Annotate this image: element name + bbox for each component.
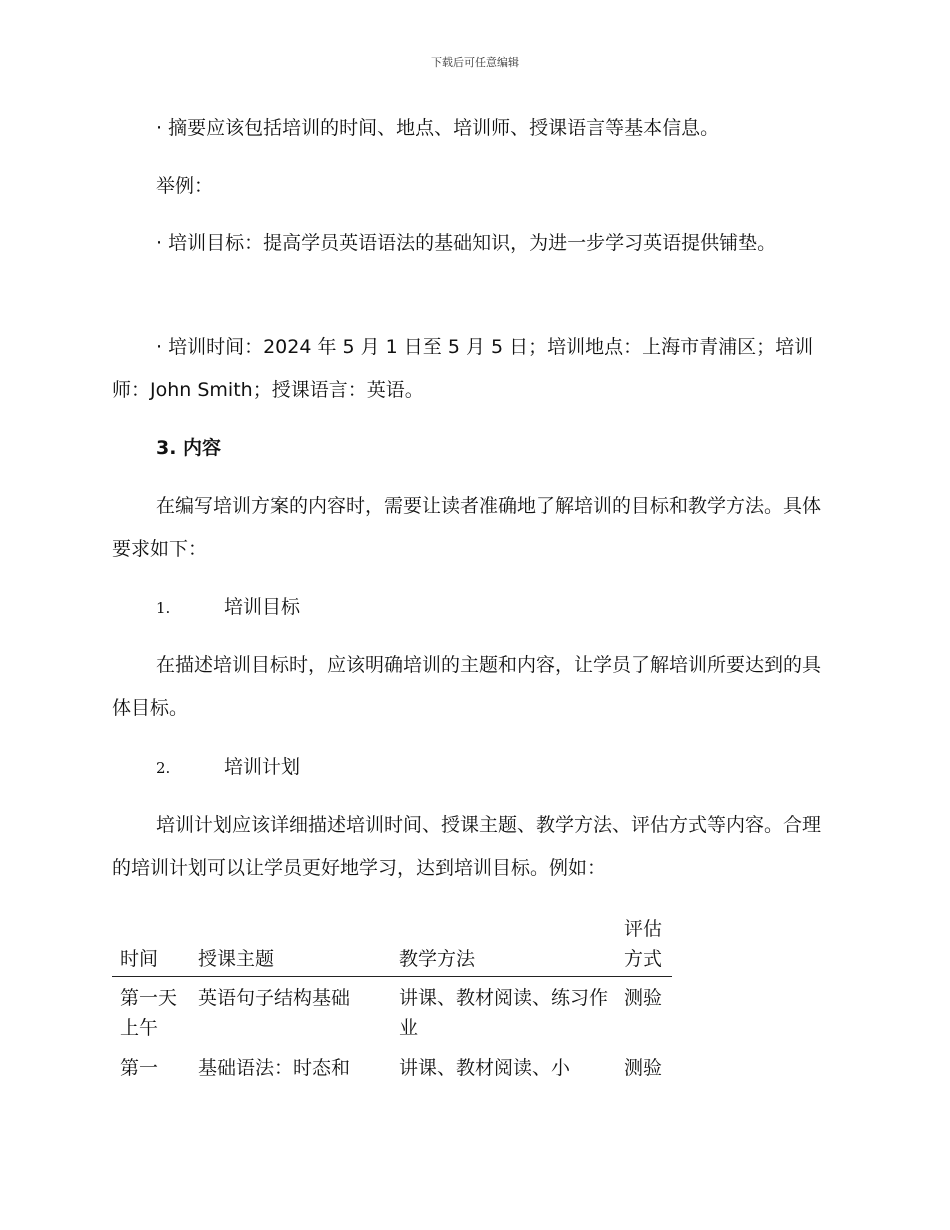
table-cell: 英语句子结构基础 <box>198 987 351 1009</box>
training-plan-table <box>112 912 672 1087</box>
column-header: 教学方法 <box>391 912 616 977</box>
section-heading: 3. 内容 <box>156 437 222 459</box>
list-label: 培训计划 <box>224 756 301 778</box>
table-cell: 测验 <box>624 987 663 1009</box>
table-cell: 基础语法：时态和 <box>198 1057 351 1079</box>
table-row <box>112 1047 672 1087</box>
paragraph-goal-description: 在描述培训目标时，应该明确培训的主题和内容，让学员了解培训所要达到的具体目标。 <box>112 654 822 719</box>
list-label: 培训目标 <box>224 596 301 618</box>
paragraph-content-intro: 在编写培训方案的内容时，需要让读者准确地了解培训的目标和教学方法。具体要求如下： <box>112 495 822 560</box>
page-header: 下载后可任意编辑 <box>431 56 519 69</box>
list-item <box>156 746 300 790</box>
paragraph-summary: · 摘要应该包括培训的时间、地点、培训师、授课语言等基本信息。 <box>156 117 720 139</box>
paragraph-training-details: · 培训时间：2024 年 5 月 1 日至 5 月 5 日；培训地点：上海市青浦区；培训师：John Smith；授课语言：英语。 <box>112 336 814 401</box>
table-cell: 第一 <box>120 1057 159 1079</box>
list-number: 1. <box>156 599 171 617</box>
column-header: 评估方式 <box>616 912 672 977</box>
table-row <box>112 977 672 1048</box>
paragraph-training-goal: · 培训目标：提高学员英语语法的基础知识，为进一步学习英语提供铺垫。 <box>156 232 777 254</box>
list-number: 2. <box>156 759 171 777</box>
table-cell: 讲课、教材阅读、练习作业 <box>399 987 609 1039</box>
table-header-row <box>112 912 672 977</box>
column-header: 时间 <box>112 912 190 977</box>
table-cell: 第一天上午 <box>120 987 178 1039</box>
column-header: 授课主题 <box>190 912 391 977</box>
paragraph-example-label: 举例： <box>156 175 214 197</box>
table-cell: 测验 <box>624 1057 663 1079</box>
list-item <box>156 586 300 630</box>
table-cell: 讲课、教材阅读、小 <box>399 1057 571 1079</box>
paragraph-plan-description: 培训计划应该详细描述培训时间、授课主题、教学方法、评估方式等内容。合理的培训计划可以让学员更好地学习，达到培训目标。例如： <box>112 814 822 879</box>
